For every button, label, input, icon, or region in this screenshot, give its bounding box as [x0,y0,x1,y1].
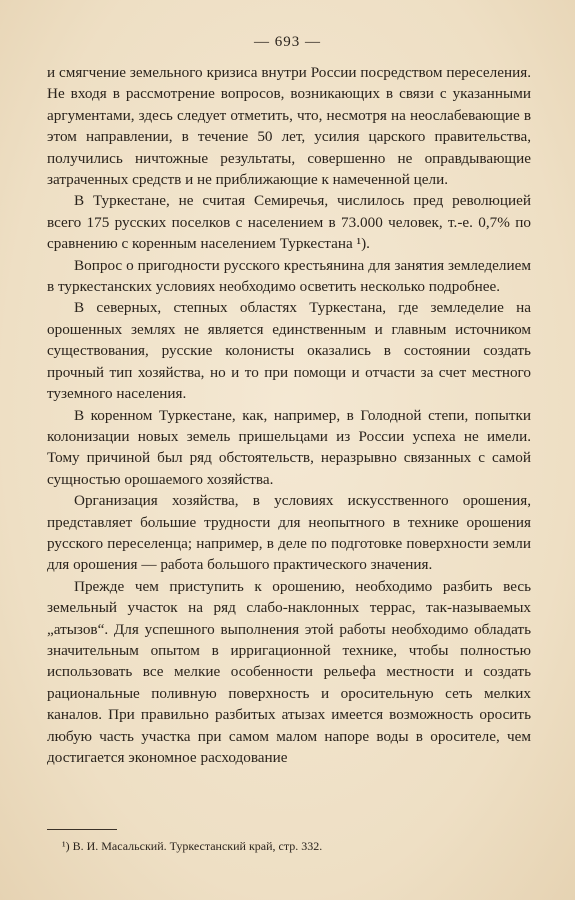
paragraph-4: В северных, степных областях Туркестана, где земледелие на орошенных землях не является единственным и главным источником существования, русские колонисты оказались в состоянии создать прочный тип хозяйства, но и то при помощи и отчасти за счет местного туземного населения. [47,299,531,403]
paragraph-2: В Туркестане, не считая Семиречья, числилось пред революцией всего 175 русских поселков с населением в 73.000 человек, т.-е. 0,7% по сравнению с коренным населением Туркестана ¹). [47,192,531,253]
paragraph-7: Прежде чем приступить к орошению, необходимо разбить весь земельный участок на ряд слабо-наклонных террас, так-называемых „атызов“. Для успешного выполнения этой работы необходимо обладать значительным опытом в ирригационной технике, чтобы полностью использовать все мелкие особенности рельефа местности и создать рациональные поливную поверхность и оросительную сеть мелких каналов. При правильно разбитых атызах имеется возможность оросить любую часть участка при самом малом напоре воды в оросителе, чем достигается экономное расходование [47,577,531,766]
footnote: ¹) В. И. Масальский. Туркестанский край, стр. 332. [62,839,323,853]
body-text [47,62,531,768]
paragraph-1: и смягчение земельного кризиса внутри России посредством переселения. Не входя в рассмотрение вопросов, возникающих в связи с указанными аргументами, здесь следует отметить, что, несмотря на неослабевающие в этом направлении, в течение 50 лет, усилия царского правительства, получились ничтожные результаты, совершенно не оправдывающие затраченных средств и не приближающие к намеченной цели. [47,64,531,189]
page-number: — 693 — [254,34,321,50]
paragraph-6: Организация хозяйства, в условиях искусственного орошения, представляет большие трудности для неопытного в технике орошения русского переселенца; например, в деле по подготовке поверхности земли для орошения — работа большого практического значения. [47,492,531,574]
footnote-divider [47,829,117,830]
paragraph-5: В коренном Туркестане, как, например, в Голодной степи, попытки колонизации новых земель пришельцами из России успеха не имели. Тому причиной был ряд обстоятельств, неразрывно связанных с самой сущностью орошаемого хозяйства. [47,406,531,488]
paragraph-3: Вопрос о пригодности русского крестьянина для занятия земледелием в туркестанских условиях необходимо осветить несколько подробнее. [47,256,531,296]
